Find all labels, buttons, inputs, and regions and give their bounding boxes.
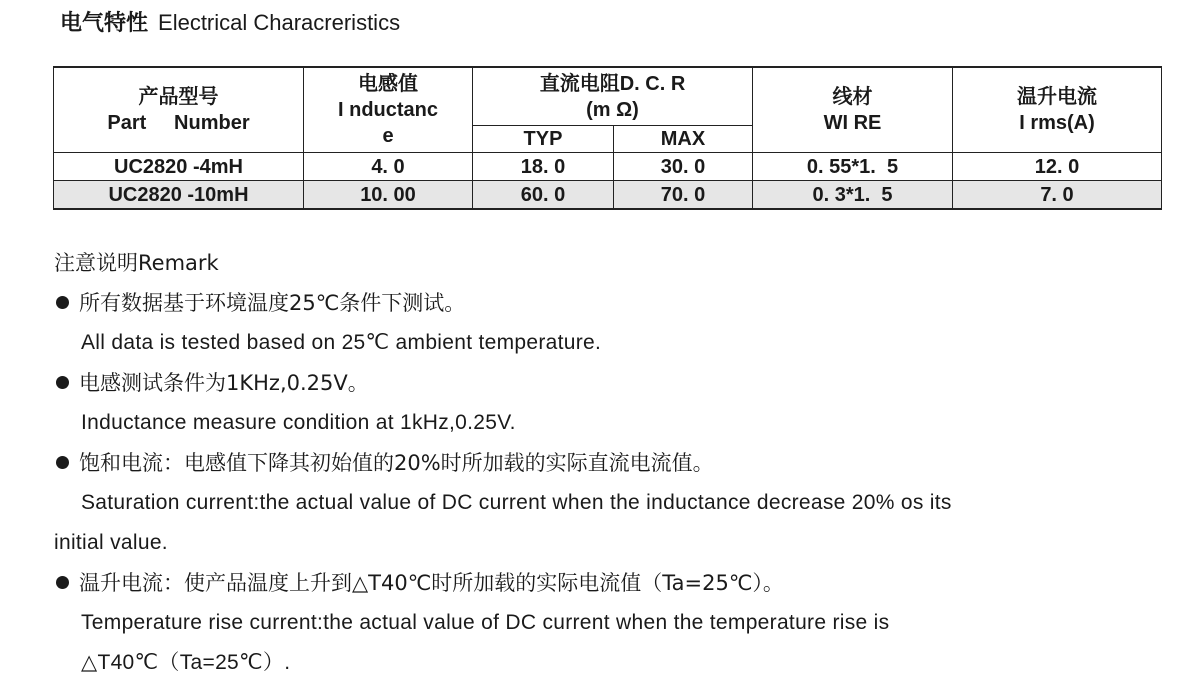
cell-max: 70. 0 — [614, 181, 753, 210]
bullet-dot-icon — [56, 576, 69, 589]
remark-item-4-en-line1: Temperature rise current:the actual value of DC current when the temperature rise is — [81, 611, 890, 634]
cell-part: UC2820 -4mH — [54, 153, 304, 181]
remark-item-1-en: All data is tested based on 25℃ ambient temperature. — [81, 331, 602, 354]
bullet-dot-icon — [56, 296, 69, 309]
header-dcr-zh: 直流电阻D. C. R — [539, 72, 686, 95]
bullet-dot-icon — [56, 376, 69, 389]
section-heading-en: Electrical Characreristics — [158, 10, 401, 35]
cell-inductance: 10. 00 — [304, 181, 473, 210]
header-inductance-en-2: e — [382, 125, 394, 147]
table-row — [54, 181, 1162, 210]
section-heading-zh: 电气特性 — [60, 11, 149, 36]
remark-text: 电感测试条件为1KHz,0.25V。 — [79, 371, 369, 395]
header-irms-zh: 温升电流 — [1017, 86, 1097, 108]
electrical-characteristics-table — [53, 66, 1162, 210]
table-header-row — [54, 67, 1162, 126]
header-irms — [953, 67, 1162, 153]
header-dcr-unit: (m Ω) — [586, 98, 639, 121]
header-part-en: Part Number — [107, 112, 250, 134]
table-row — [54, 153, 1162, 181]
cell-max: 30. 0 — [614, 153, 753, 181]
header-max: MAX — [614, 126, 753, 153]
header-wire-en: WI RE — [823, 112, 882, 134]
remark-item-3-zh — [54, 443, 1164, 483]
remark-item-4-en-line2: △T40℃（Ta=25℃）. — [81, 651, 291, 674]
cell-irms: 7. 0 — [953, 181, 1162, 210]
remarks-title: 注意说明Remark — [54, 251, 219, 275]
cell-irms: 12. 0 — [953, 153, 1162, 181]
remarks-section — [54, 243, 1164, 683]
remark-text: 温升电流：使产品温度上升到△T40℃时所加载的实际电流值（Ta=25℃）。 — [79, 571, 784, 595]
section-heading — [60, 8, 400, 39]
header-wire-zh: 线材 — [832, 86, 873, 108]
header-typ: TYP — [473, 126, 614, 153]
header-wire — [753, 67, 953, 153]
header-part-zh: 产品型号 — [138, 86, 219, 108]
remark-item-3-en-line1: Saturation current:the actual value of DC current when the inductance decrease 20% os its — [81, 491, 952, 514]
cell-wire: 0. 55*1. 5 — [753, 153, 953, 181]
remark-text: 所有数据基于环境温度25℃条件下测试。 — [79, 291, 466, 315]
cell-typ: 18. 0 — [473, 153, 614, 181]
remark-item-1-zh — [54, 283, 1164, 323]
remark-text: 饱和电流：电感值下降其初始值的20%时所加载的实际直流电流值。 — [79, 451, 714, 475]
header-dcr — [473, 67, 753, 126]
header-part-number — [54, 67, 304, 153]
bullet-dot-icon — [56, 456, 69, 469]
header-inductance-en-1: I nductanc — [337, 99, 438, 121]
remark-item-4-zh — [54, 563, 1164, 603]
remark-item-3-en-line2: initial value. — [54, 531, 168, 554]
remark-item-2-en: Inductance measure condition at 1kHz,0.25V. — [81, 411, 516, 434]
cell-wire: 0. 3*1. 5 — [753, 181, 953, 210]
header-inductance-zh: 电感值 — [358, 73, 418, 95]
header-irms-en: I rms(A) — [1019, 112, 1095, 134]
cell-inductance: 4. 0 — [304, 153, 473, 181]
remark-item-2-zh — [54, 363, 1164, 403]
cell-part: UC2820 -10mH — [54, 181, 304, 210]
cell-typ: 60. 0 — [473, 181, 614, 210]
header-inductance — [304, 67, 473, 153]
